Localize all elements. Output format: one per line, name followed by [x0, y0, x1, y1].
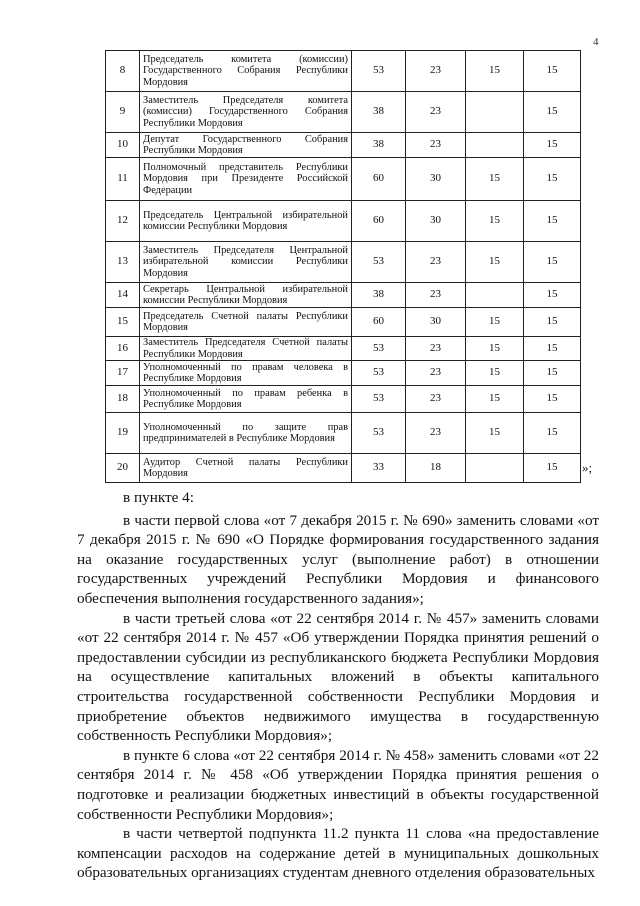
rates-table	[105, 50, 581, 483]
row-number-cell: 11	[106, 158, 140, 201]
value-cell-4: 15	[524, 413, 581, 454]
table-row	[106, 283, 581, 308]
value-cell-3: 15	[466, 386, 524, 413]
table-row	[106, 51, 581, 92]
value-cell-3: 15	[466, 413, 524, 454]
table-row	[106, 133, 581, 158]
value-cell-1: 38	[352, 133, 406, 158]
paragraph-part-3: в части третьей слова «от 22 сентября 2014 г. № 457» заменить словами «от 22 сентября 2014 г. № 457 «Об утверждении Порядка принятия решений о предоставлении субсидии из республиканского бюджета Республики Мордовия на осуществление капитальных вложений в объекты капитального строительства государственной собственности Республики Мордовия и приобретение объектов недвижимого имущества в государственную собственность Республики Мордовия»;	[77, 609, 599, 745]
value-cell-2: 23	[406, 361, 466, 386]
value-cell-2: 23	[406, 242, 466, 283]
value-cell-2: 23	[406, 283, 466, 308]
row-number-cell: 18	[106, 386, 140, 413]
table-closing-quote: »;	[582, 460, 593, 475]
value-cell-4: 15	[524, 201, 581, 242]
row-number-cell: 15	[106, 308, 140, 337]
value-cell-3: 15	[466, 158, 524, 201]
value-cell-3: 15	[466, 51, 524, 92]
value-cell-1: 38	[352, 92, 406, 133]
row-number-cell: 10	[106, 133, 140, 158]
value-cell-3: 15	[466, 337, 524, 361]
paragraph-point-4: в пункте 4:	[123, 489, 194, 506]
value-cell-4: 15	[524, 158, 581, 201]
table-row	[106, 201, 581, 242]
row-number-cell: 19	[106, 413, 140, 454]
value-cell-1: 60	[352, 158, 406, 201]
position-cell: Аудитор Счетной палаты Республики Мордовия	[140, 454, 352, 483]
position-cell: Председатель Центральной избирательной комиссии Республики Мордовия	[140, 201, 352, 242]
position-cell: Председатель комитета (комиссии) Государственного Собрания Республики Мордовия	[140, 51, 352, 92]
value-cell-1: 60	[352, 308, 406, 337]
position-cell: Уполномоченный по правам человека в Республике Мордовия	[140, 361, 352, 386]
paragraph-point-6: в пункте 6 слова «от 22 сентября 2014 г. № 458» заменить словами «от 22 сентября 2014 г. № 458 «Об утверждении Порядка принятия решения о подготовке и реализации бюджетных инвестиций в объекты государственной собственности Республики Мордовия»;	[77, 746, 599, 823]
value-cell-4: 15	[524, 337, 581, 361]
value-cell-1: 53	[352, 51, 406, 92]
value-cell-3: 15	[466, 242, 524, 283]
value-cell-3	[466, 283, 524, 308]
value-cell-2: 23	[406, 51, 466, 92]
value-cell-4: 15	[524, 283, 581, 308]
page-number: 4	[593, 36, 599, 48]
rates-table-container	[105, 50, 580, 483]
value-cell-1: 33	[352, 454, 406, 483]
rates-table-body	[106, 51, 581, 483]
value-cell-1: 53	[352, 337, 406, 361]
position-cell: Секретарь Центральной избирательной комиссии Республики Мордовия	[140, 283, 352, 308]
position-cell: Полномочный представитель Республики Мордовия при Президенте Российской Федерации	[140, 158, 352, 201]
value-cell-3	[466, 454, 524, 483]
table-row	[106, 361, 581, 386]
value-cell-1: 53	[352, 413, 406, 454]
value-cell-4: 15	[524, 92, 581, 133]
value-cell-1: 60	[352, 201, 406, 242]
table-row	[106, 386, 581, 413]
paragraph-part-1: в части первой слова «от 7 декабря 2015 г. № 690» заменить словами «от 7 декабря 2015 г. № 690 «О Порядке формирования государственного задания на оказание государственных услуг (выполнение работ) в отношении государственных учреждений Республики Мордовия и финансового обеспечения выполнения государственного задания»;	[77, 511, 599, 607]
table-row	[106, 413, 581, 454]
position-cell: Председатель Счетной палаты Республики Мордовия	[140, 308, 352, 337]
value-cell-2: 23	[406, 386, 466, 413]
value-cell-2: 23	[406, 133, 466, 158]
row-number-cell: 12	[106, 201, 140, 242]
value-cell-2: 30	[406, 158, 466, 201]
row-number-cell: 20	[106, 454, 140, 483]
position-cell: Уполномоченный по защите прав предпринимателей в Республике Мордовия	[140, 413, 352, 454]
value-cell-4: 15	[524, 308, 581, 337]
value-cell-4: 15	[524, 361, 581, 386]
value-cell-1: 53	[352, 361, 406, 386]
table-row	[106, 158, 581, 201]
row-number-cell: 13	[106, 242, 140, 283]
row-number-cell: 17	[106, 361, 140, 386]
table-row	[106, 337, 581, 361]
value-cell-1: 53	[352, 242, 406, 283]
row-number-cell: 9	[106, 92, 140, 133]
value-cell-1: 38	[352, 283, 406, 308]
value-cell-2: 23	[406, 337, 466, 361]
value-cell-1: 53	[352, 386, 406, 413]
table-row	[106, 92, 581, 133]
paragraph-subpoint-11-2: в части четвертой подпункта 11.2 пункта 11 слова «на предоставление компенсации расходов на содержание детей в муниципальных дошкольных образовательных организациях студентам дневного отделения образовательных	[77, 825, 599, 882]
value-cell-3: 15	[466, 201, 524, 242]
position-cell: Заместитель Председателя Центральной избирательной комиссии Республики Мордовия	[140, 242, 352, 283]
value-cell-4: 15	[524, 133, 581, 158]
value-cell-3	[466, 92, 524, 133]
amendment-text	[77, 488, 599, 883]
row-number-cell: 16	[106, 337, 140, 361]
position-cell: Депутат Государственного Собрания Республики Мордовия	[140, 133, 352, 158]
value-cell-3: 15	[466, 361, 524, 386]
value-cell-4: 15	[524, 51, 581, 92]
table-row	[106, 454, 581, 483]
value-cell-3	[466, 133, 524, 158]
row-number-cell: 14	[106, 283, 140, 308]
table-row	[106, 308, 581, 337]
value-cell-2: 23	[406, 413, 466, 454]
value-cell-3: 15	[466, 308, 524, 337]
value-cell-4: 15	[524, 242, 581, 283]
value-cell-2: 18	[406, 454, 466, 483]
row-number-cell: 8	[106, 51, 140, 92]
value-cell-2: 30	[406, 201, 466, 242]
value-cell-2: 23	[406, 92, 466, 133]
value-cell-4: 15	[524, 386, 581, 413]
position-cell: Заместитель Председателя Счетной палаты Республики Мордовия	[140, 337, 352, 361]
table-row	[106, 242, 581, 283]
value-cell-4: 15	[524, 454, 581, 483]
value-cell-2: 30	[406, 308, 466, 337]
position-cell: Уполномоченный по правам ребенка в Республике Мордовия	[140, 386, 352, 413]
position-cell: Заместитель Председателя комитета (комиссии) Государственного Собрания Республики Мордовия	[140, 92, 352, 133]
